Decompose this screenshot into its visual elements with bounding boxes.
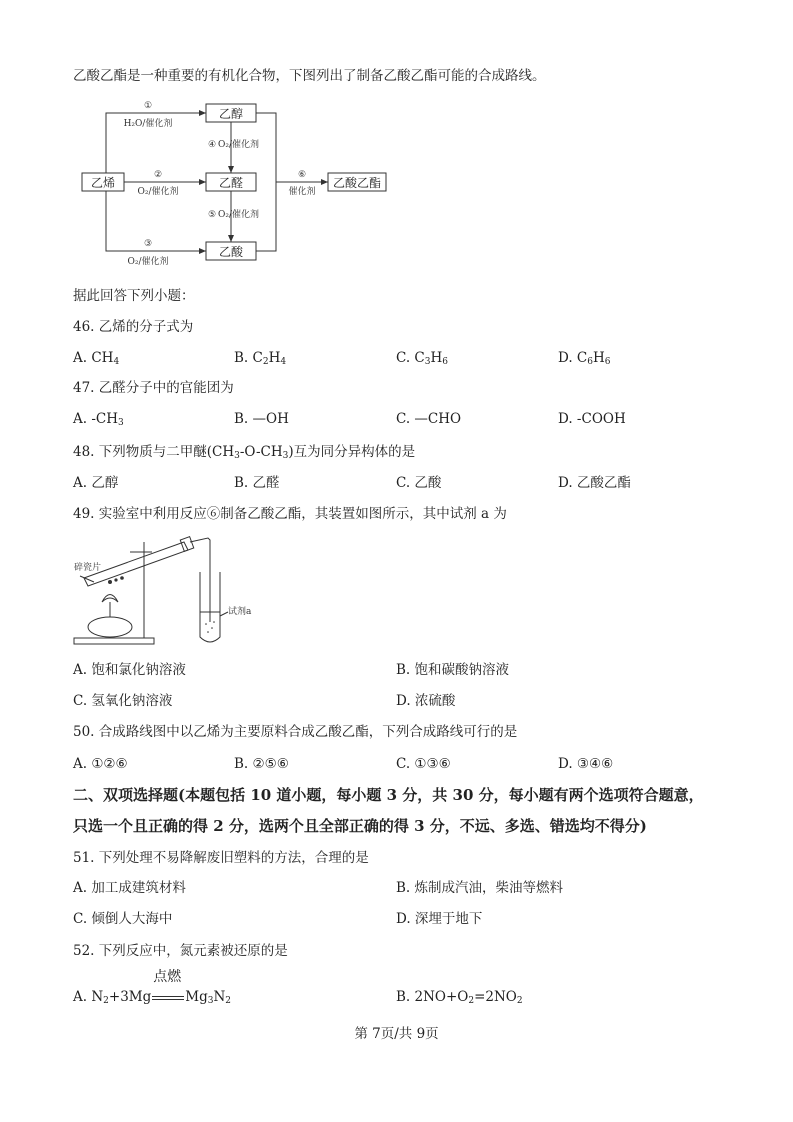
q51-option-c[interactable]: C. 倾倒人大海中	[73, 911, 173, 927]
q46-option-c[interactable]: C. $C_3H_6$	[396, 350, 449, 367]
q51-option-d[interactable]: D. 深埋于地下	[396, 911, 483, 927]
label-porcelain-chips: 碎瓷片	[74, 563, 102, 573]
r6-num: ⑥	[297, 170, 307, 180]
r2-num: ②	[153, 170, 163, 180]
q52-option-a[interactable]: A. $N_2+3Mg$ 点燃 $Mg_3N_2$	[73, 969, 232, 1006]
q46-option-b[interactable]: B. $C_2H_4$	[234, 350, 287, 367]
label-ethanol: 乙醇	[218, 107, 244, 121]
r1-num: ①	[143, 101, 153, 111]
q50-option-c[interactable]: C. ①③⑥	[396, 756, 451, 772]
label-ethylene: 乙烯	[90, 176, 116, 190]
q48-stem: 48. 下列物质与二甲醚$(CH_3-O-CH_3)$互为同分异构体的是	[73, 444, 416, 461]
q49-option-c[interactable]: C. 氢氧化钠溶液	[73, 693, 173, 709]
condition-ignite: 点燃	[153, 969, 182, 985]
q52-stem: 52. 下列反应中，氮元素被还原的是	[73, 943, 288, 959]
intro-text: 乙酸乙酯是一种重要的有机化合物，下图列出了制备乙酸乙酯可能的合成路线。	[73, 68, 546, 84]
r4-cond: O₂/催化剂	[218, 140, 260, 150]
q47-option-d[interactable]: D. -COOH	[558, 411, 626, 427]
page-footer: 第 7页/共 9页	[354, 1026, 439, 1042]
q50-option-a[interactable]: A. ①②⑥	[73, 756, 128, 772]
q50-option-b[interactable]: B. ②⑤⑥	[234, 756, 289, 772]
label-acetic-acid: 乙酸	[218, 245, 244, 259]
q48-option-a[interactable]: A. 乙醇	[73, 475, 119, 491]
q48-option-c[interactable]: C. 乙酸	[396, 475, 442, 491]
r3-num: ③	[143, 239, 153, 249]
synthesis-route-diagram	[78, 96, 398, 271]
q46-option-d[interactable]: D. $C_6H_6$	[558, 350, 611, 367]
q47-option-c[interactable]: C. —CHO	[396, 411, 462, 427]
label-acetaldehyde: 乙醛	[218, 176, 244, 190]
r4-num: ④	[208, 140, 217, 150]
q46-stem: 46. 乙烯的分子式为	[73, 319, 194, 335]
apparatus-diagram	[72, 532, 262, 652]
label-ethyl-acetate: 乙酸乙酯	[332, 176, 382, 190]
r5-num: ⑤	[208, 210, 217, 220]
q51-option-a[interactable]: A. 加工成建筑材料	[73, 880, 186, 896]
q47-stem: 47. 乙醛分子中的官能团为	[73, 380, 234, 396]
r6-cond: 催化剂	[288, 187, 316, 197]
r1-cond: H₂O/催化剂	[123, 119, 173, 129]
q49-option-a[interactable]: A. 饱和氯化钠溶液	[73, 662, 186, 678]
q50-stem: 50. 合成路线图中以乙烯为主要原料合成乙酸乙酯，下列合成路线可行的是	[73, 724, 518, 740]
q47-option-b[interactable]: B. —OH	[234, 411, 289, 427]
section2-heading-line2: 只选一个且正确的得 2 分，选两个且全部正确的得 3 分，不远、多选、错选均不得分)	[73, 817, 647, 835]
q51-option-b[interactable]: B. 炼制成汽油，柴油等燃料	[396, 880, 564, 896]
q46-option-a[interactable]: A. $CH_4$	[73, 350, 120, 367]
q48-option-d[interactable]: D. 乙酸乙酯	[558, 475, 631, 491]
r2-cond: O₂/催化剂	[137, 187, 179, 197]
r5-cond: O₂/催化剂	[218, 210, 260, 220]
label-reagent-a: 试剂a	[228, 607, 252, 617]
q48-option-b[interactable]: B. 乙醛	[234, 475, 280, 491]
section2-heading-line1: 二、双项选择题(本题包括 10 道小题，每小题 3 分，共 30 分，每小题有两个选项符合题意，	[73, 786, 704, 804]
q52-option-b[interactable]: B. $2NO+O_2=2NO_2$	[396, 989, 523, 1006]
q50-option-d[interactable]: D. ③④⑥	[558, 756, 614, 772]
prompt-text: 据此回答下列小题：	[73, 288, 195, 304]
r3-cond: O₂/催化剂	[127, 257, 169, 267]
q49-option-d[interactable]: D. 浓硫酸	[396, 693, 456, 709]
q47-option-a[interactable]: A. $-CH_3$	[73, 411, 124, 428]
q51-stem: 51. 下列处理不易降解废旧塑料的方法，合理的是	[73, 850, 369, 866]
q49-option-b[interactable]: B. 饱和碳酸钠溶液	[396, 662, 510, 678]
q49-stem: 49. 实验室中利用反应⑥制备乙酸乙酯，其装置如图所示，其中试剂 a 为	[73, 506, 507, 522]
